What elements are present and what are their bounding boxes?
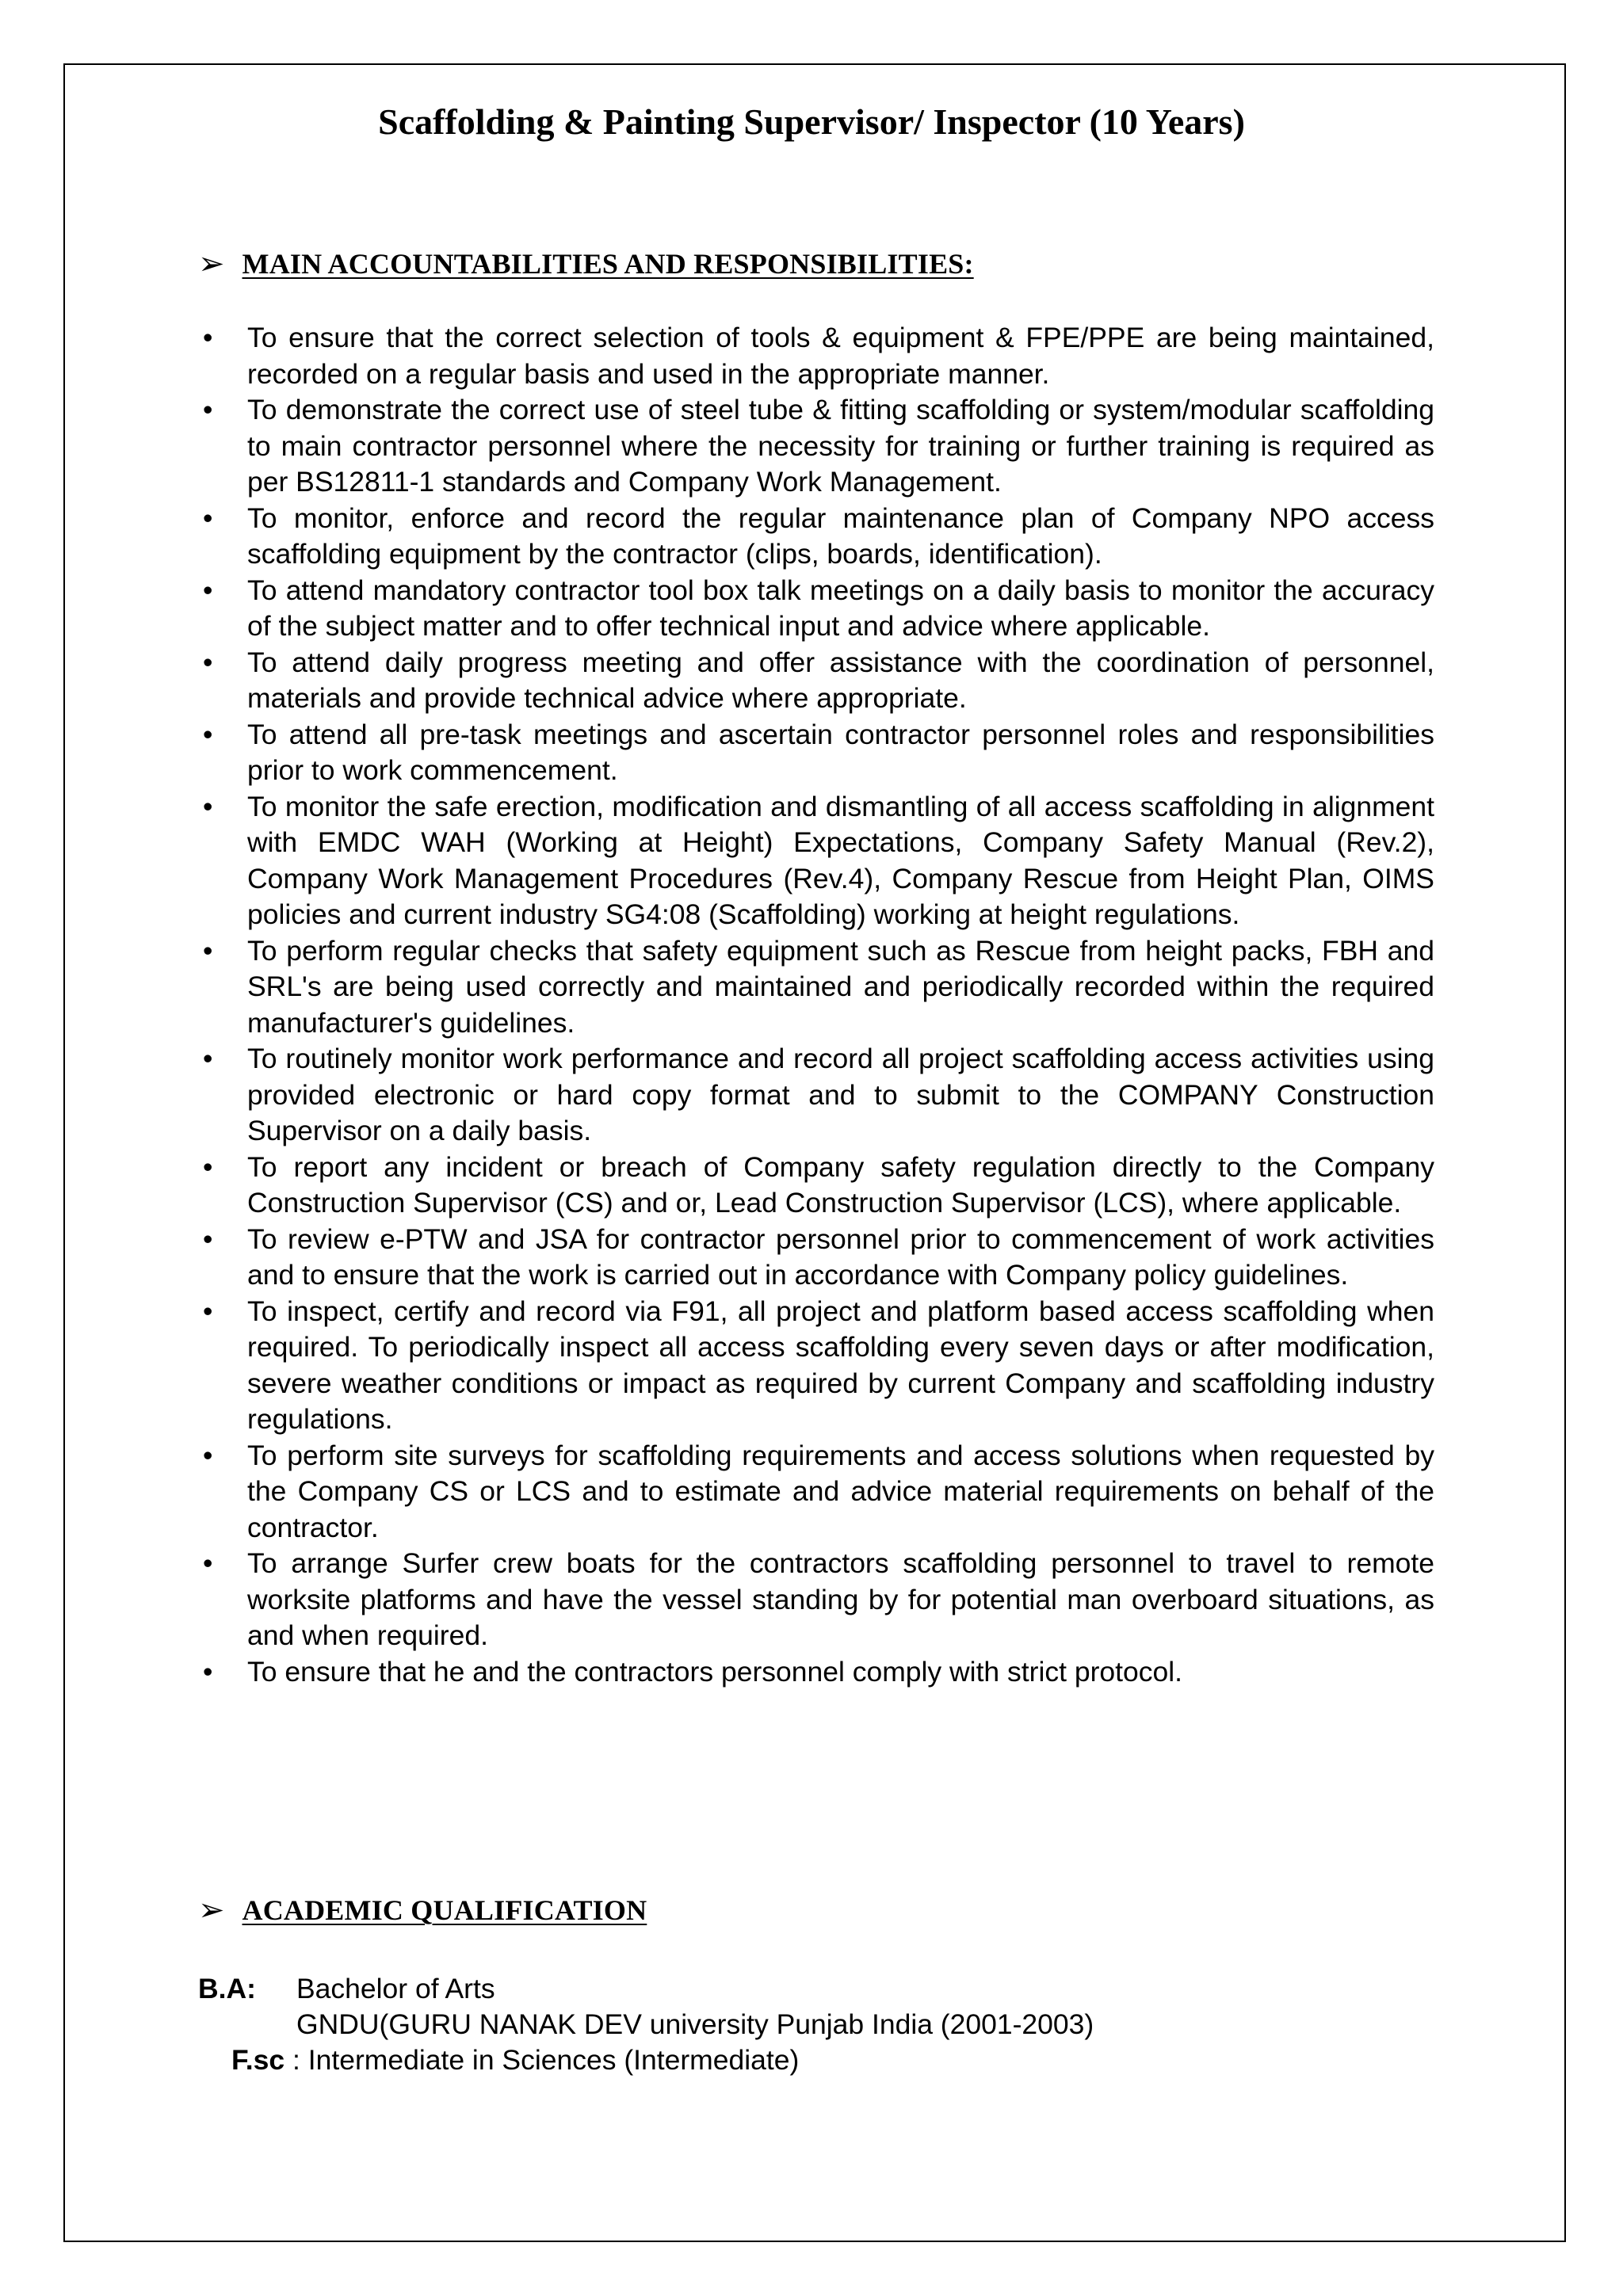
responsibilities-list: [198, 320, 1434, 1690]
qualification-heading: [198, 1894, 647, 1927]
fsc-detail: Intermediate in Sciences (Intermediate): [307, 2044, 800, 2076]
bullet-icon: •: [203, 574, 213, 606]
fsc-line: [231, 2042, 799, 2078]
list-item: [198, 1150, 1434, 1222]
qualification-heading-text: ACADEMIC QUALIFICATION: [242, 1894, 647, 1926]
bullet-icon: •: [203, 502, 213, 534]
ba-degree: Bachelor of Arts: [296, 1973, 495, 2004]
list-item-text: To monitor the safe erection, modification and dismantling of all access scaffolding in alignment with EMDC WAH (Working at Height) Expectations, Company Safety Manual (Rev.2), Company Work Management Procedures (Rev.4), Company Rescue from Height Plan, OIMS policies and current industry SG4:08 (Scaffolding) working at height regulations.: [247, 790, 1434, 930]
bullet-icon: •: [203, 322, 213, 353]
bullet-icon: •: [203, 790, 213, 822]
bullet-icon: •: [203, 934, 213, 967]
fsc-label: F.sc: [231, 2044, 285, 2076]
list-item-text: To arrange Surfer crew boats for the contractors scaffolding personnel to travel to remote worksite platforms and have the vessel standing by for potential man overboard situations, as and when required.: [247, 1547, 1434, 1651]
ba-detail: GNDU(GURU NANAK DEV university Punjab India (2001-2003): [296, 2008, 1094, 2040]
list-item-text: To demonstrate the correct use of steel tube & fitting scaffolding or system/modular scaffolding to main contractor personnel where the necessity for training or further training is required as per BS12811-1 standards and Company Work Management.: [247, 394, 1434, 498]
list-item: [198, 1222, 1434, 1294]
arrow-bullet-icon: ➢: [198, 1892, 225, 1928]
list-item: [198, 392, 1434, 501]
list-item: [198, 789, 1434, 933]
bullet-icon: •: [203, 1150, 213, 1183]
list-item: [198, 1438, 1434, 1547]
bullet-icon: •: [203, 718, 213, 750]
list-item: [198, 645, 1434, 717]
list-item-text: To perform site surveys for scaffolding requirements and access solutions when requested by the Company CS or LCS and to estimate and advice material requirements on behalf of the contractor.: [247, 1439, 1434, 1543]
list-item-text: To attend mandatory contractor tool box talk meetings on a daily basis to monitor the accuracy of the subject matter and to offer technical input and advice where applicable.: [247, 574, 1434, 642]
bullet-icon: •: [203, 1043, 213, 1074]
list-item: [198, 501, 1434, 573]
list-item: [198, 1654, 1434, 1691]
list-item-text: To review e-PTW and JSA for contractor personnel prior to commencement of work activities and to ensure that the work is carried out in accordance with Company policy guidelines.: [247, 1222, 1434, 1291]
list-item: [198, 1041, 1434, 1150]
document-title: Scaffolding & Painting Supervisor/ Inspector (10 Years): [378, 101, 1245, 142]
bullet-icon: •: [203, 1295, 213, 1327]
list-item: [198, 573, 1434, 645]
bullet-icon: •: [203, 1655, 213, 1688]
list-item-text: To perform regular checks that safety equipment such as Rescue from height packs, FBH and SRL's are being used correctly and maintained and periodically recorded within the required manufacturer's guidelines.: [247, 934, 1434, 1039]
responsibilities-heading-text: MAIN ACCOUNTABILITIES AND RESPONSIBILITIES:: [242, 248, 974, 280]
list-item: [198, 320, 1434, 392]
bullet-icon: •: [203, 1439, 213, 1471]
ba-label: B.A:: [198, 1973, 256, 2004]
bullet-icon: •: [203, 646, 213, 678]
list-item: [198, 933, 1434, 1042]
list-item: [198, 1546, 1434, 1654]
arrow-bullet-icon: ➢: [198, 246, 225, 282]
list-item-text: To report any incident or breach of Company safety regulation directly to the Company Construction Supervisor (CS) and or, Lead Construction Supervisor (LCS), where applicable.: [247, 1150, 1434, 1219]
bullet-icon: •: [203, 394, 213, 425]
list-item-text: To inspect, certify and record via F91, all project and platform based access scaffolding when required. To periodically inspect all access scaffolding every seven days or after modification, severe weather conditions or impact as required by current Company and scaffolding industry regulations.: [247, 1295, 1434, 1435]
list-item-text: To monitor, enforce and record the regular maintenance plan of Company NPO access scaffolding equipment by the contractor (clips, boards, identification).: [247, 502, 1434, 570]
list-item-text: To attend all pre-task meetings and ascertain contractor personnel roles and responsibilities prior to work commencement.: [247, 718, 1434, 786]
responsibilities-heading: [198, 247, 974, 280]
list-item-text: To ensure that the correct selection of tools & equipment & FPE/PPE are being maintained, recorded on a regular basis and used in the appropriate manner.: [247, 322, 1434, 390]
list-item-text: To ensure that he and the contractors personnel comply with strict protocol.: [247, 1655, 1182, 1688]
fsc-separator: :: [292, 2044, 300, 2076]
bullet-icon: •: [203, 1222, 213, 1255]
bullet-icon: •: [203, 1547, 213, 1579]
list-item: [198, 1294, 1434, 1438]
list-item-text: To attend daily progress meeting and offer assistance with the coordination of personnel, materials and provide technical advice where appropriate.: [247, 646, 1434, 714]
list-item: [198, 717, 1434, 789]
list-item-text: To routinely monitor work performance and record all project scaffolding access activities using provided electronic or hard copy format and to submit to the COMPANY Construction Supervisor on a daily basis.: [247, 1043, 1434, 1146]
